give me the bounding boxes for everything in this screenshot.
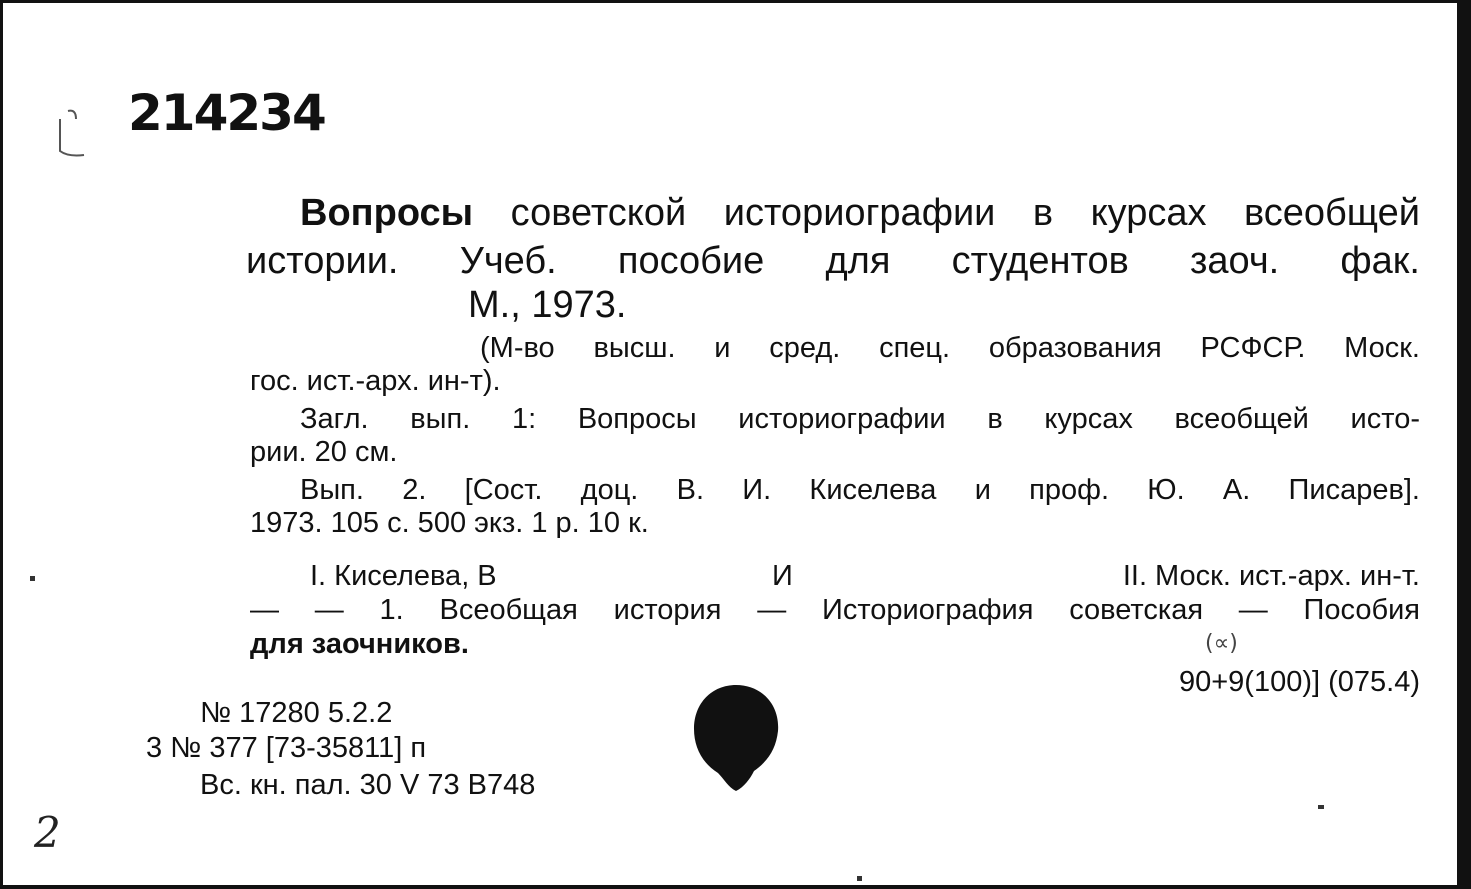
tracing-corporate-name: II. Моск. ист.-арх. ин-т. (1122, 560, 1420, 592)
speck-mark (857, 876, 862, 881)
pencil-mark-icon (50, 105, 90, 165)
title-bold-word: Вопросы (300, 192, 474, 234)
number-line-2: 3 № 377 [73-35811] п (146, 732, 427, 764)
card-border-left (0, 0, 3, 889)
tracing-initial: И (772, 560, 793, 592)
handwritten-number: 2 (34, 808, 61, 857)
handwritten-classification-note: (∝) (1205, 631, 1238, 656)
title-line-2: истории. Учеб. пособие для студентов заоч. фак. (246, 240, 1420, 282)
speck-mark (30, 576, 35, 581)
publisher-line-2: гос. ист.-арх. ин-т). (250, 365, 501, 397)
tracing-subjects: — — 1. Всеобщая история — Историография советская — Пособия (250, 594, 1420, 626)
tracing-subjects-cont: для заочников. (250, 628, 469, 660)
tracing-personal-name: I. Киселева, В (310, 560, 497, 592)
classification-index: 90+9(100)] (075.4) (1178, 666, 1420, 698)
note-line-1: Загл. вып. 1: Вопросы историографии в курсах всеобщей исто- (300, 403, 1420, 435)
number-line-3: Вс. кн. пал. 30 V 73 В748 (200, 769, 536, 801)
ink-blot-icon (692, 683, 780, 793)
call-number: 214234 (128, 84, 325, 142)
note-line-2: рии. 20 см. (250, 436, 398, 468)
card-border-top (0, 0, 1471, 3)
title-line-1-rest: советской историографии в курсах всеобщей (510, 192, 1421, 234)
imprint-line: М., 1973. (468, 284, 627, 326)
issue-line-2: 1973. 105 с. 500 экз. 1 р. 10 к. (250, 507, 649, 539)
title-line-1 (300, 194, 1420, 232)
publisher-line-1: (М-во высш. и сред. спец. образования РСФСР. Моск. (480, 332, 1420, 364)
card-border-bottom (0, 885, 1471, 889)
speck-mark (1318, 805, 1324, 809)
card-border-right (1457, 0, 1471, 889)
issue-line-1: Вып. 2. [Сост. доц. В. И. Киселева и проф. Ю. А. Писарев]. (300, 474, 1420, 506)
number-line-1: № 17280 5.2.2 (200, 697, 393, 729)
